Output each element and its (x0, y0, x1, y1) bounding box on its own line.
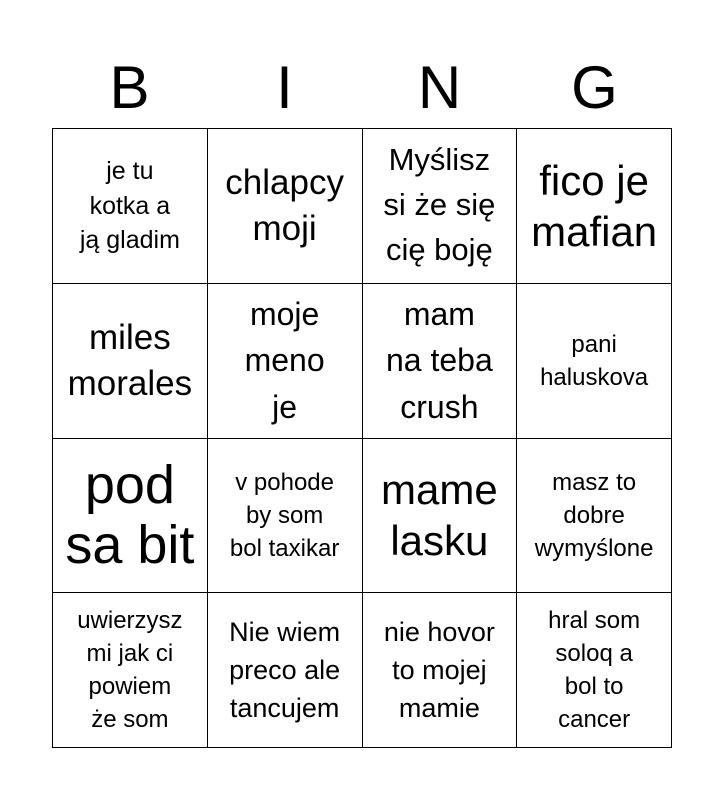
bingo-cell[interactable] (53, 439, 208, 594)
bingo-cell-text: uwierzysz mi jak ci powiem że som (77, 606, 183, 734)
bingo-cell-text: pani haluskova (540, 330, 649, 391)
bingo-cell[interactable] (53, 284, 208, 439)
bingo-cell[interactable] (363, 284, 518, 439)
bingo-cell-text: Nie wiem preco ale tancujem (229, 616, 341, 724)
bingo-cell-text: nie hovor to mojej mamie (383, 616, 495, 724)
bingo-cell-text: masz to dobre wymyślone (534, 468, 654, 562)
bingo-grid (52, 128, 672, 748)
bingo-cell-text: je tu kotka a ją gladim (79, 157, 180, 255)
bingo-cell[interactable] (53, 593, 208, 748)
bingo-cell-text: moje meno je (244, 296, 325, 425)
bingo-cell[interactable] (517, 439, 672, 594)
bingo-cell-text: chlapcy moji (225, 163, 344, 248)
bingo-cell-text: hral som soloq a bol to cancer (548, 606, 641, 734)
bingo-cell[interactable] (208, 439, 363, 594)
header-letter-g: G (571, 54, 618, 121)
header-letter-n: N (417, 54, 462, 121)
bingo-cell-text: pod sa bit (65, 454, 195, 576)
bingo-cell-text: mame lasku (381, 466, 498, 565)
bingo-cell[interactable] (517, 129, 672, 284)
bingo-cell[interactable] (363, 129, 518, 284)
header-letter-b: B (109, 54, 150, 121)
bingo-cell[interactable] (53, 129, 208, 284)
bingo-cell-text: v pohode by som bol taxikar (229, 468, 340, 562)
header-letter-i: I (276, 54, 293, 121)
bingo-cell-text: mam na teba crush (385, 296, 493, 425)
bingo-cell[interactable] (517, 284, 672, 439)
bingo-cell-text: miles morales (67, 318, 193, 403)
bingo-cell[interactable] (208, 284, 363, 439)
bingo-cell[interactable] (363, 439, 518, 594)
bingo-cell-text: Myślisz si że się cię boję (383, 142, 496, 268)
bingo-header (52, 48, 672, 128)
bingo-cell[interactable] (363, 593, 518, 748)
bingo-cell[interactable] (208, 129, 363, 284)
bingo-cell-text: fico je mafian (531, 156, 658, 255)
bingo-cell[interactable] (517, 593, 672, 748)
bingo-cell[interactable] (208, 593, 363, 748)
